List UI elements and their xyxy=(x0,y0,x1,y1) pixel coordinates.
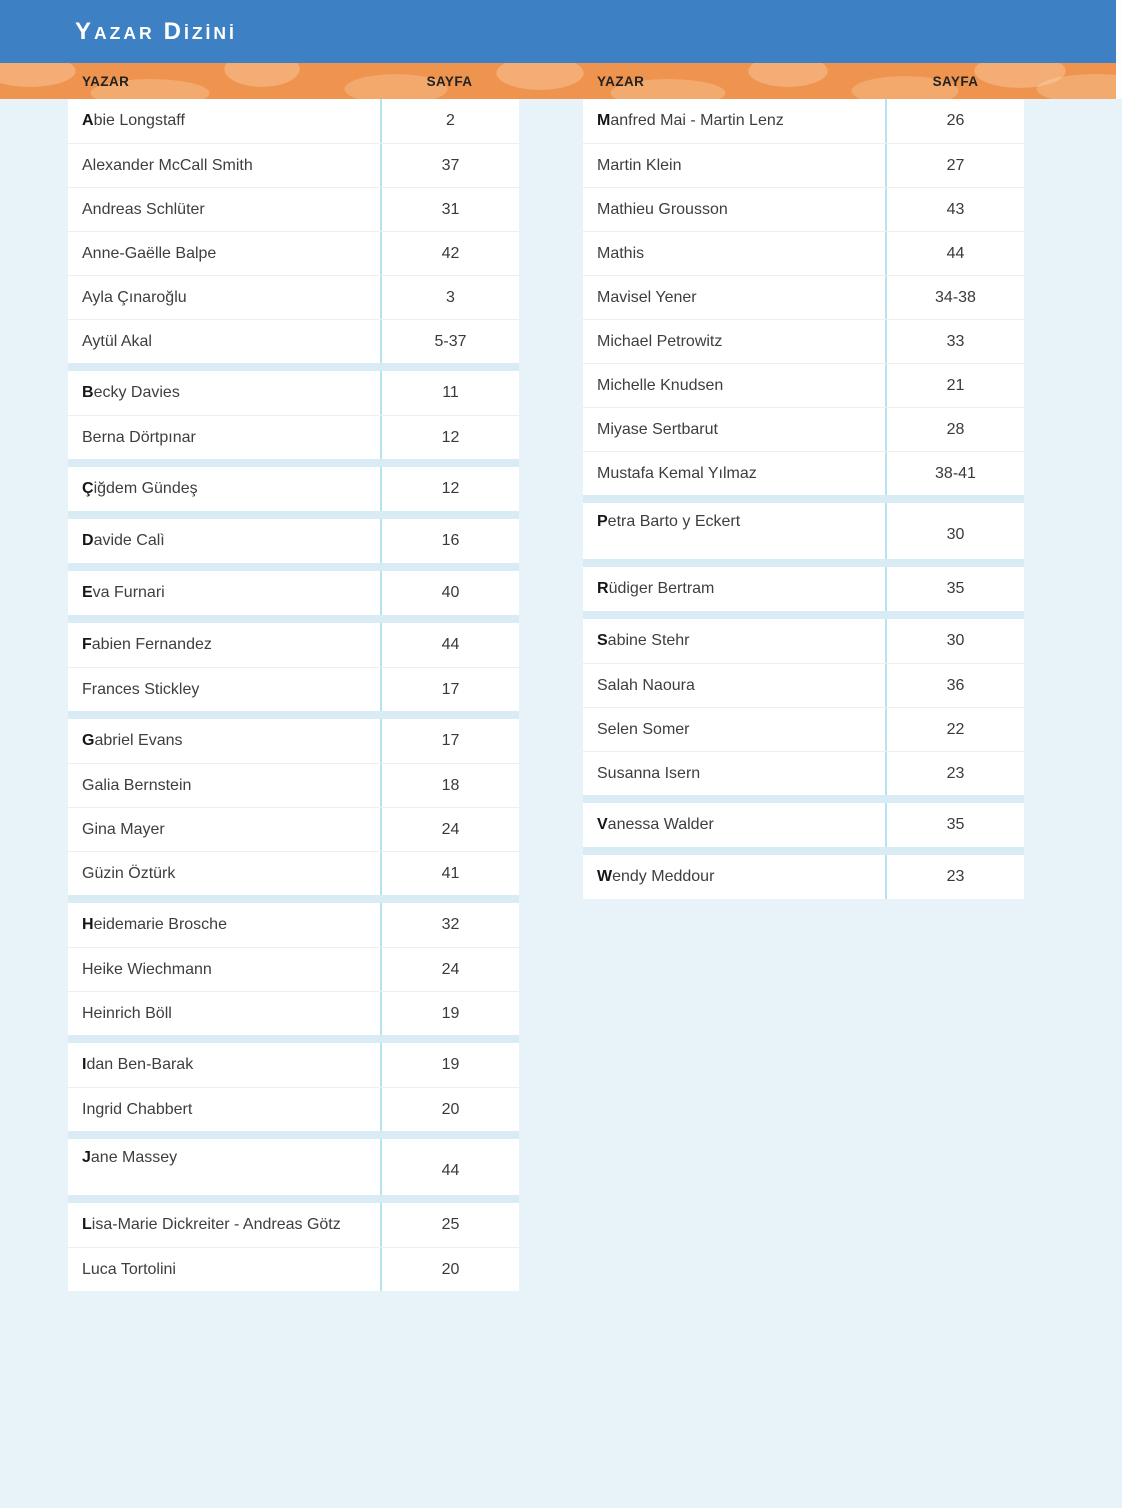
letter-group xyxy=(583,567,1024,611)
author-name: Ç iğdem Gündeş xyxy=(68,467,382,511)
author-name: Galia Bernstein xyxy=(68,764,382,807)
letter-group xyxy=(68,1139,519,1195)
letter-group xyxy=(583,503,1024,559)
index-row xyxy=(68,187,519,231)
author-name: Martin Klein xyxy=(583,144,887,187)
author-name: Ayla Çınaroğlu xyxy=(68,276,382,319)
author-name: Alexander McCall Smith xyxy=(68,144,382,187)
index-row xyxy=(583,855,1024,899)
index-row xyxy=(68,319,519,363)
index-row xyxy=(68,903,519,947)
page-number: 3 xyxy=(446,288,455,306)
author-name: E va Furnari xyxy=(68,571,382,615)
index-row xyxy=(583,707,1024,751)
page-number: 19 xyxy=(441,1056,460,1073)
index-row xyxy=(68,807,519,851)
author-name: Susanna Isern xyxy=(583,752,887,795)
page-number: 32 xyxy=(441,916,460,933)
index-row xyxy=(583,803,1024,847)
page-number: 23 xyxy=(946,868,965,885)
author-name: Heike Wiechmann xyxy=(68,948,382,991)
page-number: 11 xyxy=(442,384,459,401)
index-row xyxy=(583,187,1024,231)
author-name: Güzin Öztürk xyxy=(68,852,382,895)
index-row xyxy=(583,751,1024,795)
column-header-page-left: SAYFA xyxy=(426,73,473,89)
author-name: Frances Stickley xyxy=(68,668,382,711)
page-number: 37 xyxy=(441,156,460,174)
index-row xyxy=(68,763,519,807)
letter-group xyxy=(68,99,519,363)
author-name: Miyase Sertbarut xyxy=(583,408,887,451)
index-row xyxy=(68,667,519,711)
author-name: Mavisel Yener xyxy=(583,276,887,319)
letter-group xyxy=(68,371,519,459)
column-header-band xyxy=(0,63,1116,99)
author-name: D avide Calì xyxy=(68,519,382,563)
index-row xyxy=(68,623,519,667)
author-index-column-left xyxy=(68,99,519,1291)
author-name: Mustafa Kemal Yılmaz xyxy=(583,452,887,495)
author-name: S abine Stehr xyxy=(583,619,887,663)
index-row xyxy=(583,319,1024,363)
page-number: 19 xyxy=(441,1004,460,1022)
index-row xyxy=(68,719,519,763)
letter-group xyxy=(583,619,1024,795)
index-row xyxy=(583,363,1024,407)
page-number: 17 xyxy=(441,732,460,749)
index-row xyxy=(583,567,1024,611)
letter-group xyxy=(583,855,1024,899)
page-number: 35 xyxy=(946,580,965,597)
author-name: M anfred Mai - Martin Lenz xyxy=(583,99,887,143)
author-index-column-right xyxy=(583,99,1024,899)
column-header-page-right: SAYFA xyxy=(932,73,979,89)
page-number: 30 xyxy=(946,526,965,543)
letter-group xyxy=(583,803,1024,847)
page-number: 36 xyxy=(946,676,965,694)
author-name: H eidemarie Brosche xyxy=(68,903,382,947)
page-number: 20 xyxy=(441,1100,460,1118)
index-row xyxy=(68,371,519,415)
page-title xyxy=(75,17,237,45)
title-bar xyxy=(0,0,1116,63)
index-row xyxy=(68,415,519,459)
index-row xyxy=(68,231,519,275)
page-number: 43 xyxy=(946,200,965,218)
page-number: 25 xyxy=(441,1216,460,1233)
author-name: Heinrich Böll xyxy=(68,992,382,1035)
letter-group xyxy=(68,571,519,615)
letter-group xyxy=(68,719,519,895)
index-row xyxy=(583,619,1024,663)
page-number: 17 xyxy=(441,680,460,698)
index-row xyxy=(583,663,1024,707)
index-row xyxy=(68,851,519,895)
author-name: A bie Longstaff xyxy=(68,99,382,143)
page-number: 44 xyxy=(946,244,965,262)
author-name: B ecky Davies xyxy=(68,371,382,415)
letter-group xyxy=(68,1043,519,1131)
page-number: 26 xyxy=(946,112,965,129)
index-row xyxy=(583,407,1024,451)
index-row xyxy=(68,1139,519,1195)
title-initial: D xyxy=(163,17,184,45)
page-number: 18 xyxy=(441,776,460,794)
index-row xyxy=(583,231,1024,275)
author-name: Michelle Knudsen xyxy=(583,364,887,407)
title-initial: Y xyxy=(75,17,95,45)
author-name: Mathieu Grousson xyxy=(583,188,887,231)
index-row xyxy=(583,99,1024,143)
author-name: R üdiger Bertram xyxy=(583,567,887,611)
index-row xyxy=(68,275,519,319)
column-header-author-left: YAZAR xyxy=(82,73,130,89)
page-number: 20 xyxy=(441,1260,460,1278)
page-number: 16 xyxy=(441,532,460,549)
page-number: 21 xyxy=(946,376,965,394)
index-row xyxy=(583,503,1024,559)
author-name: Ingrid Chabbert xyxy=(68,1088,382,1131)
author-name: J ane Massey xyxy=(68,1139,382,1195)
author-name: Michael Petrowitz xyxy=(583,320,887,363)
index-row xyxy=(68,991,519,1035)
page-number: 24 xyxy=(441,960,460,978)
index-row xyxy=(68,1247,519,1291)
author-name: Luca Tortolini xyxy=(68,1248,382,1291)
page-number: 24 xyxy=(441,820,460,838)
page-number: 28 xyxy=(946,420,965,438)
author-name: L isa-Marie Dickreiter - Andreas Götz xyxy=(68,1203,382,1247)
author-name: Mathis xyxy=(583,232,887,275)
page-number: 2 xyxy=(446,112,455,129)
letter-group xyxy=(68,519,519,563)
page-number: 5-37 xyxy=(434,332,467,350)
author-name: Gina Mayer xyxy=(68,808,382,851)
page-number: 31 xyxy=(441,200,460,218)
page-number: 38-41 xyxy=(935,464,976,482)
column-header-author-right: YAZAR xyxy=(597,73,645,89)
author-name: Andreas Schlüter xyxy=(68,188,382,231)
page-number: 23 xyxy=(946,764,965,782)
index-row xyxy=(68,519,519,563)
page-number: 40 xyxy=(441,584,460,601)
author-name: Salah Naoura xyxy=(583,664,887,707)
index-row xyxy=(68,1203,519,1247)
page-number: 44 xyxy=(441,636,460,653)
author-name: Aytül Akal xyxy=(68,320,382,363)
page-number: 30 xyxy=(946,632,965,649)
index-row xyxy=(68,467,519,511)
letter-group xyxy=(583,99,1024,495)
title-rest: İZİNİ xyxy=(183,22,237,43)
title-rest: AZAR xyxy=(94,22,155,43)
author-name: P etra Barto y Eckert xyxy=(583,503,887,559)
page-number: 35 xyxy=(946,816,965,833)
letter-group xyxy=(68,623,519,711)
page-number: 12 xyxy=(441,428,460,446)
author-name: I dan Ben-Barak xyxy=(68,1043,382,1087)
page-number: 22 xyxy=(946,720,965,738)
index-row xyxy=(583,275,1024,319)
index-row xyxy=(68,947,519,991)
page-number: 12 xyxy=(441,480,460,497)
index-row xyxy=(68,1043,519,1087)
index-row xyxy=(68,571,519,615)
letter-group xyxy=(68,467,519,511)
page-number: 34-38 xyxy=(935,288,976,306)
letter-group xyxy=(68,903,519,1035)
page-number: 41 xyxy=(441,864,460,882)
author-name: W endy Meddour xyxy=(583,855,887,899)
page-number: 42 xyxy=(441,244,460,262)
index-row xyxy=(68,1087,519,1131)
page-number: 33 xyxy=(946,332,965,350)
author-name: V anessa Walder xyxy=(583,803,887,847)
author-name: Berna Dörtpınar xyxy=(68,416,382,459)
letter-group xyxy=(68,1203,519,1291)
author-name: Selen Somer xyxy=(583,708,887,751)
page-edge-strip xyxy=(1116,0,1122,99)
page-number: 44 xyxy=(441,1162,460,1179)
page-number: 27 xyxy=(946,156,965,174)
index-row xyxy=(583,143,1024,187)
author-name: G abriel Evans xyxy=(68,719,382,763)
index-row xyxy=(68,99,519,143)
index-row xyxy=(68,143,519,187)
author-name: Anne-Gaëlle Balpe xyxy=(68,232,382,275)
index-row xyxy=(583,451,1024,495)
author-name: F abien Fernandez xyxy=(68,623,382,667)
